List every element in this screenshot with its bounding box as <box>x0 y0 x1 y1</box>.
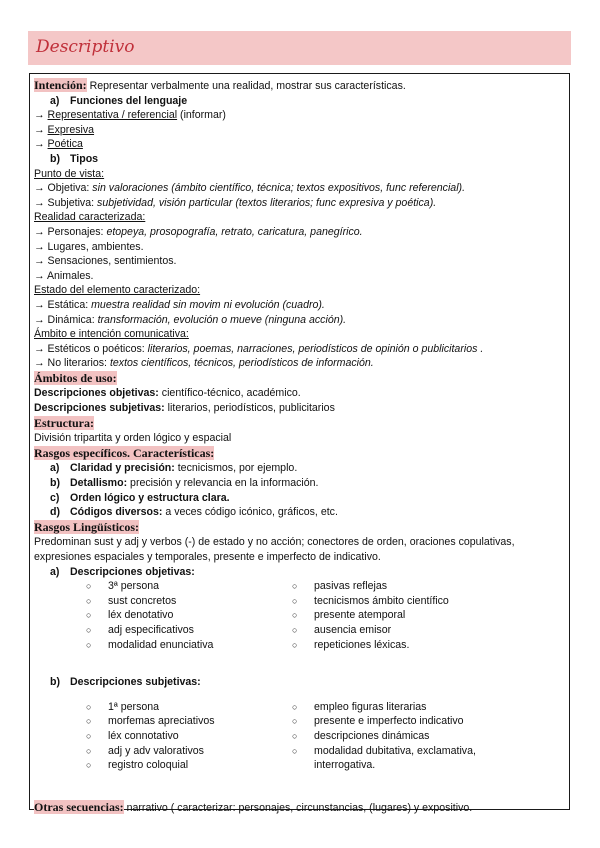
list-item: ○ empleo figuras literarias <box>292 700 427 713</box>
rasgos-linguisticos-heading: Rasgos Lingüísticos: <box>34 519 140 534</box>
subjetivas-columns <box>86 700 566 774</box>
realidad-item: → Sensaciones, sentimientos. <box>34 255 177 268</box>
objetivas-columns <box>86 579 566 653</box>
list-item: ○ 1ª persona <box>86 700 160 713</box>
ambitos-uso-heading: Ámbitos de uso: <box>34 370 117 385</box>
punto-vista-item: → Subjetiva: subjetividad, visión particular (textos literarios; func expresiva y poética). <box>34 196 437 209</box>
realidad-heading: Realidad caracterizada: <box>34 211 146 224</box>
rasgos-linguisticos-intro: Predominan sust y adj y verbos (-) de estado y no acción; conectores de orden, oraciones copulativas, <box>34 536 515 549</box>
realidad-item: → Lugares, ambientes. <box>34 240 144 253</box>
otras-text: narrativo ( caracterizar: personajes, circunstancias, (lugares) y expositivo. <box>126 801 473 814</box>
estado-heading: Estado del elemento caracterizado: <box>34 284 201 297</box>
subjetivas-col-2 <box>292 700 476 773</box>
list-item: ○ registro coloquial <box>86 759 189 772</box>
objetivas-col-1 <box>86 579 213 652</box>
ambitos-uso-line: Descripciones objetivas: científico-técnico, académico. <box>34 387 301 400</box>
funcion-item: → Poética <box>34 138 83 151</box>
otras-label: Otras secuencias: <box>34 799 124 814</box>
page-title: Descriptivo <box>36 37 135 57</box>
realidad-item: → Animales. <box>34 269 94 282</box>
rasgos-especificos-heading: Rasgos específicos. Características: <box>34 445 215 460</box>
realidad-item: → Personajes: etopeya, prosopografía, retrato, caricatura, panegírico. <box>34 225 363 238</box>
rasgo-item: c) Orden lógico y estructura clara. <box>50 491 230 504</box>
rasgo-item: b) Detallismo: precisión y relevancia en la información. <box>50 477 319 490</box>
ambito-intencion-item: → No literarios: textos científicos, técnicos, periodísticos de información. <box>34 357 374 370</box>
punto-vista-heading: Punto de vista: <box>34 167 105 180</box>
list-item: ○ repeticiones léxicas. <box>292 638 410 651</box>
list-item: ○ léx connotativo <box>86 729 179 742</box>
estructura-heading: Estructura: <box>34 415 94 430</box>
rasgos-linguisticos-intro: expresiones espaciales y temporales, presente e imperfecto de indicativo. <box>34 551 381 563</box>
funciones-heading: a) Funciones del lenguaje <box>50 94 188 107</box>
list-item: ○ descripciones dinámicas <box>292 729 430 742</box>
intencion-text: Representar verbalmente una realidad, mostrar sus características. <box>89 80 406 92</box>
estado-item: → Estática: muestra realidad sin movim ni evolución (cuadro). <box>34 298 325 311</box>
intencion-label: Intención: <box>34 78 87 92</box>
punto-vista-item: → Objetiva: sin valoraciones (ámbito científico, técnica; textos expositivos, func referencial). <box>34 182 466 195</box>
list-item: ○ modalidad enunciativa <box>86 638 214 651</box>
list-item: ○ 3ª persona <box>86 580 160 593</box>
list-item: ○ adj y adv valorativos <box>86 744 204 757</box>
estado-item: → Dinámica: transformación, evolución o mueve (ninguna acción). <box>34 313 347 326</box>
rasgo-item: d) Códigos diversos: a veces código icónico, gráficos, etc. <box>50 506 338 519</box>
list-item: ○ adj especificativos <box>86 623 194 636</box>
ambito-intencion-item: → Estéticos o poéticos: literarios, poemas, narraciones, periodísticos de opinión o publicitarios . <box>34 342 484 355</box>
list-item: ○ tecnicismos ámbito científico <box>292 594 449 607</box>
ambito-intencion-heading: Ámbito e intención comunicativa: <box>34 328 189 341</box>
funcion-item: → Representativa / referencial (informar) <box>34 109 226 122</box>
ambitos-uso-line: Descripciones subjetivas: literarios, periodísticos, publicitarios <box>34 402 335 415</box>
list-item: ○ morfemas apreciativos <box>86 715 215 728</box>
subjetivas-col-1 <box>86 700 215 773</box>
objetivas-heading: a) Descripciones objetivas: <box>50 565 195 578</box>
rasgo-item: a) Claridad y precisión: tecnicismos, por ejemplo. <box>50 462 298 475</box>
list-item: ○ pasivas reflejas <box>292 580 388 593</box>
list-item: interrogativa. <box>314 759 376 772</box>
subjetivas-heading: b) Descripciones subjetivas: <box>50 676 201 689</box>
objetivas-col-2 <box>292 579 449 652</box>
list-item: ○ léx denotativo <box>86 609 174 622</box>
list-item: ○ presente atemporal <box>292 609 406 622</box>
intencion-line <box>34 78 566 94</box>
funcion-item: → Expresiva <box>34 123 95 136</box>
list-item: ○ presente e imperfecto indicativo <box>292 715 464 728</box>
list-item: ○ sust concretos <box>86 594 177 607</box>
tipos-heading: b) Tipos <box>50 152 99 165</box>
list-item: ○ ausencia emisor <box>292 623 392 636</box>
estructura-text: División tripartita y orden lógico y espacial <box>34 432 232 445</box>
content <box>34 78 566 815</box>
list-item: ○ modalidad dubitativa, exclamativa, <box>292 744 476 757</box>
content-box <box>29 73 570 814</box>
otras-line <box>34 800 566 816</box>
title-banner <box>28 31 571 65</box>
